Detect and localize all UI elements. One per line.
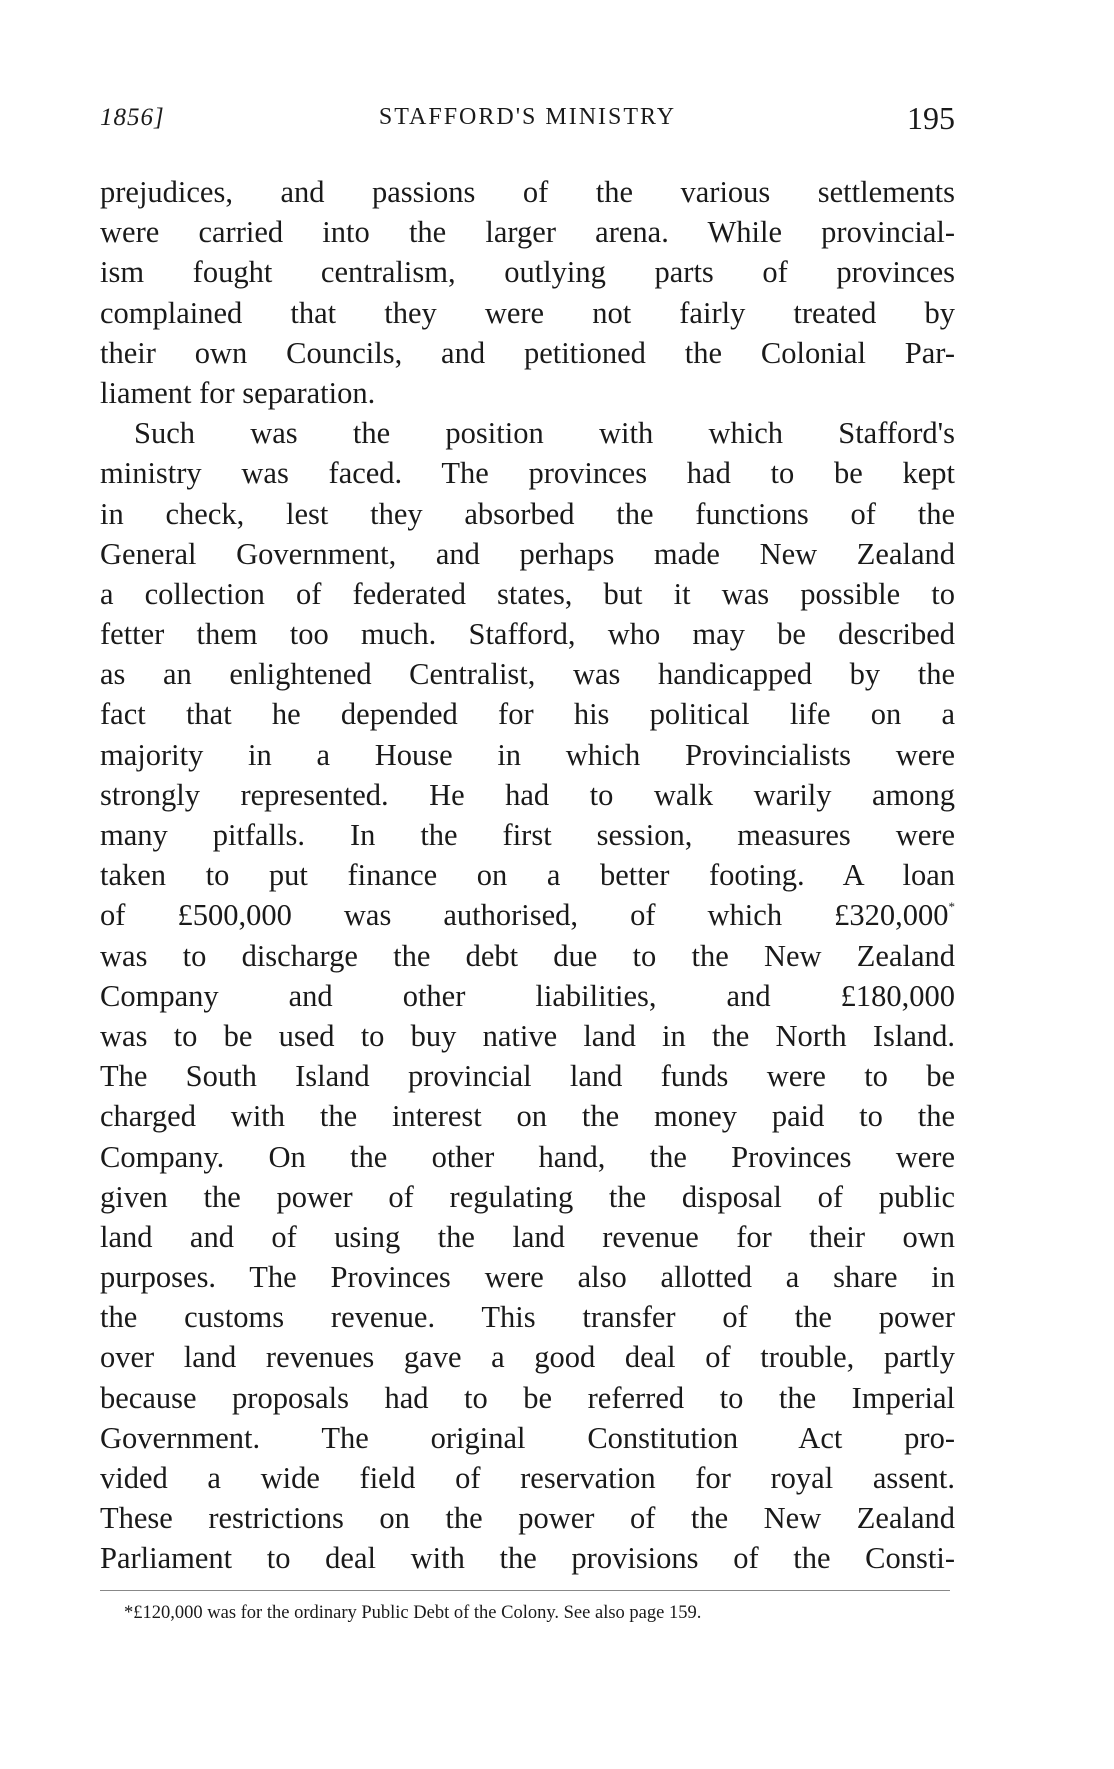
body-text — [100, 172, 955, 1579]
text-line: fetter them too much. Stafford, who may be described — [100, 617, 955, 652]
text-line: the customs revenue. This transfer of the power — [100, 1300, 955, 1335]
text-line: These restrictions on the power of the New Zealand — [100, 1501, 955, 1536]
text-line: Parliament to deal with the provisions of the Consti- — [100, 1541, 955, 1576]
text-line: in check, lest they absorbed the functions of the — [100, 496, 955, 531]
text-line: prejudices, and passions of the various settlements — [100, 175, 955, 209]
text-line: Company and other liabilities, and £180,000 — [100, 978, 955, 1013]
text-line: over land revenues gave a good deal of trouble, partly — [100, 1340, 955, 1375]
text-line: as an enlightened Centralist, was handicapped by the — [100, 657, 955, 692]
footnote: *£120,000 was for the ordinary Public Debt of the Colony. See also page 159. — [124, 1603, 702, 1623]
text-line: The South Island provincial land funds were to be — [100, 1059, 955, 1094]
text-line: Government. The original Constitution Act pro- — [100, 1420, 955, 1455]
page-number: 195 — [907, 100, 955, 136]
text-line-content: of £500,000 was authorised, of which £320,000 — [100, 898, 949, 933]
text-line: strongly represented. He had to walk warily among — [100, 777, 955, 812]
text-line: because proposals had to be referred to the Imperial — [100, 1380, 955, 1415]
text-line: Company. On the other hand, the Provinces were — [100, 1139, 955, 1174]
text-line: vided a wide field of reservation for royal assent. — [100, 1461, 955, 1495]
paragraph-start-line: Such was the position with which Stafford's — [134, 416, 955, 451]
text-line: ministry was faced. The provinces had to be kept — [100, 456, 955, 491]
text-line: many pitfalls. In the first session, measures were — [100, 818, 955, 852]
footnote-marker: * — [948, 899, 955, 915]
text-line: were carried into the larger arena. While provincial- — [100, 215, 955, 250]
text-line: given the power of regulating the disposal of public — [100, 1179, 955, 1214]
page-header — [100, 100, 955, 140]
text-line: a collection of federated states, but it was possible to — [100, 576, 955, 611]
text-line: majority in a House in which Provincialists were — [100, 737, 955, 772]
text-line: ism fought centralism, outlying parts of provinces — [100, 255, 955, 290]
text-line: was to discharge the debt due to the New Zealand — [100, 938, 955, 973]
text-line: fact that he depended for his political life on a — [100, 697, 955, 732]
text-line: land and of using the land revenue for their own — [100, 1219, 955, 1254]
running-title: STAFFORD'S MINISTRY — [378, 104, 677, 130]
footnote-divider — [100, 1590, 950, 1591]
text-line: General Government, and perhaps made New Zealand — [100, 536, 955, 571]
text-line: their own Councils, and petitioned the Colonial Par- — [100, 335, 955, 370]
header-year: 1856] — [100, 104, 165, 131]
text-line: liament for separation. — [100, 375, 376, 410]
text-line: was to be used to buy native land in the North Island. — [100, 1018, 955, 1053]
text-line: taken to put finance on a better footing. A loan — [100, 858, 955, 893]
text-line: purposes. The Provinces were also allotted a share in — [100, 1260, 955, 1295]
text-line: charged with the interest on the money paid to the — [100, 1099, 955, 1134]
text-line: complained that they were not fairly treated by — [100, 295, 955, 330]
footnoted-text-line — [100, 895, 955, 935]
